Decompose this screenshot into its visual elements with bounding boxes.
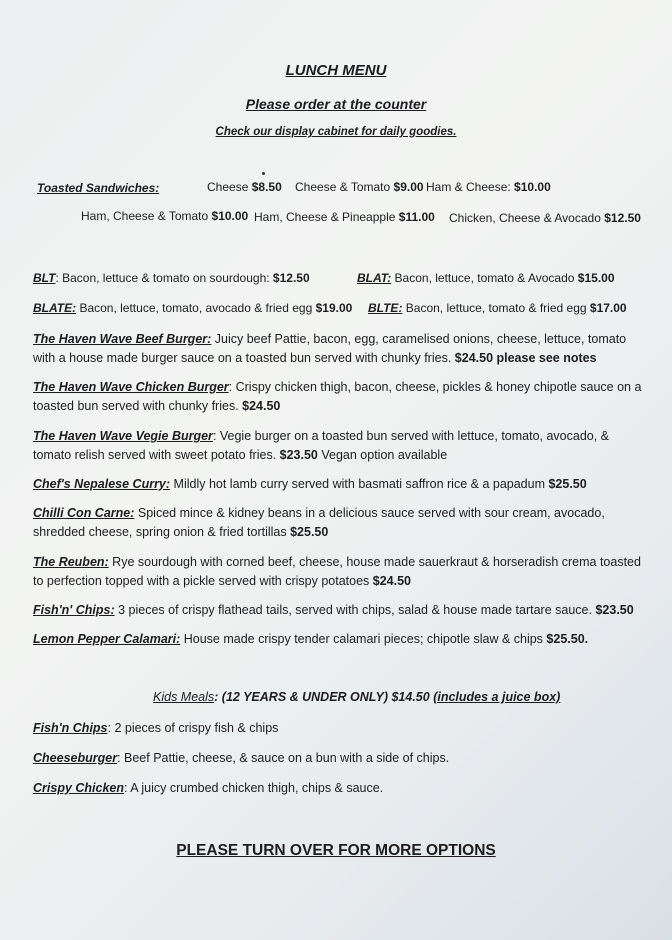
toasted-item: Cheese $8.50 (207, 180, 282, 194)
menu-item-calamari: Lemon Pepper Calamari: House made crispy tender calamari pieces; chipotle slaw & chips $25.50. (33, 632, 589, 646)
kids-header: Kids Meals: (12 YEARS & UNDER ONLY) $14.50 (includes a juice box) (153, 690, 561, 704)
cabinet-note: Check our display cabinet for daily goodies. (215, 126, 457, 138)
toasted-item: Ham, Cheese & Pineapple $11.00 (254, 210, 435, 224)
toasted-item: Ham & Cheese: $10.00 (426, 180, 551, 194)
ink-dot (262, 172, 265, 175)
kids-item: Fish'n Chips: 2 pieces of crispy fish & chips (33, 721, 279, 735)
menu-item-chilli: Chilli Con Carne: Spiced mince & kidney beans in a delicious sauce served with sour cream, avocado, shredded cheese, spring onion & fried tortillas $25.50 (33, 506, 605, 539)
menu-item-curry: Chef's Nepalese Curry: Mildly hot lamb curry served with basmati saffron rice & a papadum $25.50 (33, 477, 587, 491)
menu-item-beef-burger: The Haven Wave Beef Burger: Juicy beef Pattie, bacon, egg, caramelised onions, cheese, lettuce, tomato with a house made burger sauce on a toasted bun served with chunky fries. $24.50 please see notes (33, 332, 627, 365)
order-note: Please order at the counter (245, 96, 427, 112)
toasted-label: Toasted Sandwiches: (37, 181, 160, 195)
menu-item-reuben: The Reuben: Rye sourdough with corned beef, cheese, house made sauerkraut & horseradish crema toasted to perfection topped with a pickle served with crispy potatoes $24.50 (33, 555, 641, 588)
toasted-item: Ham, Cheese & Tomato $10.00 (81, 209, 249, 223)
menu-item-blate: BLATE: Bacon, lettuce, tomato, avocado & fried egg $19.00 (33, 301, 353, 315)
menu-item-blte: BLTE: Bacon, lettuce, tomato & fried egg $17.00 (368, 301, 627, 315)
kids-item: Crispy Chicken: A juicy crumbed chicken thigh, chips & sauce. (33, 781, 384, 795)
menu-item-chicken-burger: The Haven Wave Chicken Burger: Crispy chicken thigh, bacon, cheese, pickles & honey chipotle sauce on a toasted bun served with chunky fries. $24.50 (33, 380, 642, 413)
toasted-item: Chicken, Cheese & Avocado $12.50 (449, 211, 641, 225)
menu-title: LUNCH MENU (285, 62, 387, 79)
menu-item-blat: BLAT: Bacon, lettuce, tomato & Avocado $15.00 (357, 271, 615, 285)
toasted-item: Cheese & Tomato $9.00 (295, 180, 424, 194)
menu-item-vegie-burger: The Haven Wave Vegie Burger: Vegie burger on a toasted bun served with lettuce, tomato, avocado, & tomato relish served with sweet potato fries. $23.50 Vegan option available (33, 429, 610, 462)
kids-item: Cheeseburger: Beef Pattie, cheese, & sauce on a bun with a side of chips. (33, 751, 450, 765)
menu-item-fish-chips: Fish'n' Chips: 3 pieces of crispy flathead tails, served with chips, salad & house made tartare sauce. $23.50 (33, 603, 634, 617)
turn-over-note: PLEASE TURN OVER FOR MORE OPTIONS (176, 842, 496, 859)
menu-item-blt: BLT: Bacon, lettuce & tomato on sourdough: $12.50 (33, 271, 310, 285)
